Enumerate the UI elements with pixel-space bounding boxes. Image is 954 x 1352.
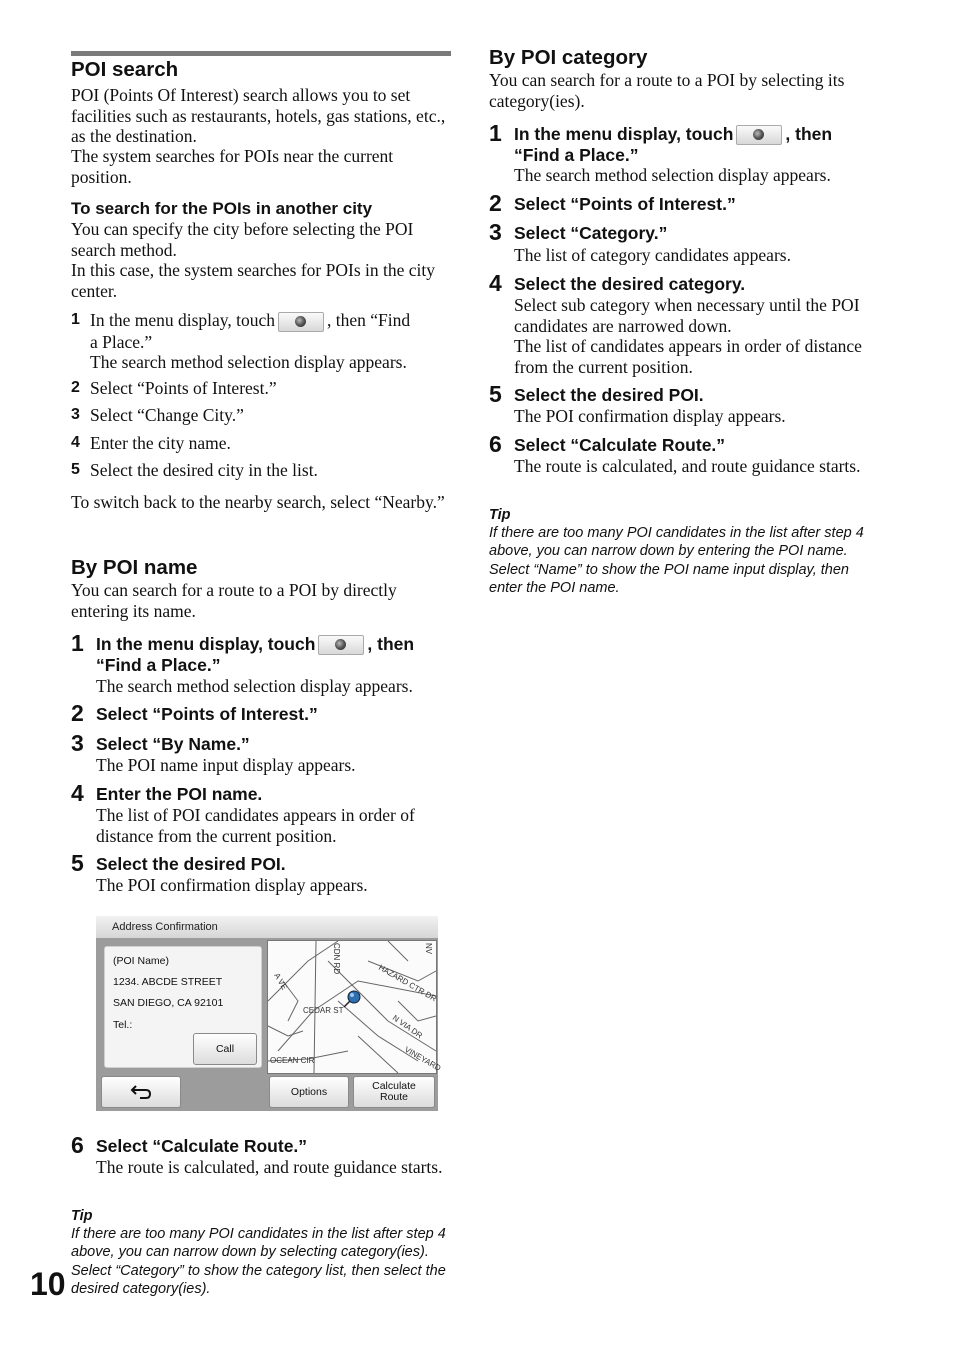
address-confirmation-screenshot	[96, 916, 443, 1111]
step-detail: The list of POI candidates appears in order of distance from the current position.	[96, 805, 415, 846]
step-number: 5	[71, 461, 80, 478]
by-poi-category-heading: By POI category	[489, 46, 648, 69]
step-detail: The route is calculated, and route guidance starts.	[96, 1157, 443, 1177]
step-number: 1	[489, 120, 502, 146]
step-number: 4	[71, 780, 84, 806]
step-title: Select “By Name.”	[96, 734, 250, 754]
step-detail: The search method selection display appears.	[90, 352, 407, 373]
switch-back-text: To switch back to the nearby search, select “Nearby.”	[71, 492, 445, 512]
step-title: Select “Category.”	[514, 223, 668, 243]
navigation-globe-icon	[318, 635, 364, 655]
map-label: N VIA DR	[390, 1013, 425, 1041]
poi-info-panel	[104, 946, 262, 1068]
another-city-heading: To search for the POIs in another city	[71, 199, 373, 218]
tip-label: Tip	[489, 507, 511, 523]
another-city-text: You can specify the city before selecting the POI search method.	[71, 219, 414, 260]
step-number: 1	[71, 311, 80, 328]
map-pin-icon	[344, 991, 360, 1007]
step-number: 4	[71, 434, 80, 451]
map-label: CDN RD	[332, 943, 341, 975]
calculate-route-button[interactable]	[353, 1076, 435, 1108]
step-title: In the menu display, touch , then “Find a Place.”	[514, 124, 833, 166]
map-label: OCEAN CIR	[270, 1056, 315, 1065]
step-number: 5	[489, 381, 502, 407]
options-button[interactable]: Options	[269, 1076, 349, 1108]
step-detail: The route is calculated, and route guidance starts.	[514, 456, 861, 476]
route-map[interactable]	[267, 940, 443, 1074]
step-text: In the menu display, touch , then “Find a Place.” The search method selection display appears.	[90, 310, 411, 373]
calculate-label: Calculate	[372, 1080, 416, 1092]
step-detail: The POI confirmation display appears.	[96, 875, 368, 895]
tip-label: Tip	[71, 1208, 93, 1224]
another-city-text-2: In this case, the system searches for POIs in the city center.	[71, 260, 436, 301]
step-title: Select “Points of Interest.”	[96, 704, 318, 724]
step-title: Select the desired POI.	[514, 385, 704, 405]
step-detail-2: The list of candidates appears in order of distance from the current position.	[514, 336, 862, 377]
step-number: 2	[71, 379, 80, 396]
step-title: In the menu display, touch , then “Find a Place.”	[96, 634, 415, 676]
step-number: 6	[489, 431, 502, 457]
route-label: Route	[379, 1091, 409, 1103]
step-detail: The search method selection display appears.	[96, 676, 413, 696]
step-title: Select “Calculate Route.”	[96, 1136, 308, 1156]
map-label: NV	[424, 943, 433, 955]
section-rule	[71, 51, 451, 56]
step-detail: The POI confirmation display appears.	[514, 406, 786, 426]
step-number: 5	[71, 850, 84, 876]
step-number: 3	[489, 219, 502, 245]
step-title: Select “Calculate Route.”	[514, 435, 726, 455]
step-text: Select “Points of Interest.”	[90, 378, 277, 398]
step-text: Select “Change City.”	[90, 405, 244, 425]
poi-name: (POI Name)	[113, 955, 170, 967]
poi-city: SAN DIEGO, CA 92101	[113, 997, 224, 1009]
step-text: Select the desired city in the list.	[90, 460, 318, 480]
tip-text: If there are too many POI candidates in the list after step 4 above, you can narrow down by entering the POI name. Select “Name” to show the POI name input display, then enter the POI name.	[489, 525, 864, 597]
back-arrow-icon	[102, 1077, 180, 1107]
step-text: Enter the city name.	[90, 433, 231, 453]
step-title: Enter the POI name.	[96, 784, 263, 804]
step-number: 4	[489, 270, 502, 296]
step-number: 2	[71, 700, 84, 726]
by-poi-category-intro: You can search for a route to a POI by selecting its category(ies).	[489, 70, 845, 111]
call-button[interactable]: Call	[193, 1033, 257, 1065]
step-title: Select the desired POI.	[96, 854, 286, 874]
step-number: 3	[71, 730, 84, 756]
poi-tel: Tel.:	[113, 1019, 133, 1031]
navigation-globe-icon	[278, 312, 324, 332]
poi-street: 1234. ABCDE STREET	[113, 976, 223, 988]
step-number: 2	[489, 190, 502, 216]
poi-search-intro: POI (Points Of Interest) search allows you to set facilities such as restaurants, hotels, gas stations, etc., as the destination.	[71, 85, 446, 146]
navigation-globe-icon	[736, 125, 782, 145]
map-label: VINEYARD	[403, 1044, 443, 1073]
step-title: Select “Points of Interest.”	[514, 194, 736, 214]
step-title: Select the desired category.	[514, 274, 746, 294]
map-label: CEDAR ST	[303, 1006, 344, 1015]
page-number: 10	[30, 1266, 66, 1302]
map-label: A VE	[272, 971, 289, 992]
poi-search-intro-2: The system searches for POIs near the current position.	[71, 146, 394, 187]
map-label: HAZARD CTR DR	[377, 962, 439, 1004]
step-detail: The search method selection display appears.	[514, 165, 831, 185]
step-detail: The list of category candidates appears.	[514, 245, 791, 265]
map-streets	[268, 941, 443, 1073]
back-button[interactable]	[101, 1076, 181, 1108]
step-number: 6	[71, 1132, 84, 1158]
by-poi-name-intro: You can search for a route to a POI by directly entering its name.	[71, 580, 397, 621]
screen-title: Address Confirmation	[96, 916, 438, 938]
step-number: 3	[71, 406, 80, 423]
poi-search-heading: POI search	[71, 58, 179, 81]
step-detail: Select sub category when necessary until the POI candidates are narrowed down.	[514, 295, 860, 336]
step-number: 1	[71, 630, 84, 656]
by-poi-name-heading: By POI name	[71, 556, 198, 579]
step-detail: The POI name input display appears.	[96, 755, 356, 775]
tip-text: If there are too many POI candidates in the list after step 4 above, you can narrow down by selecting category(ies). Select “Category” to show the category list, then select the desired category(ies).	[71, 1226, 446, 1298]
